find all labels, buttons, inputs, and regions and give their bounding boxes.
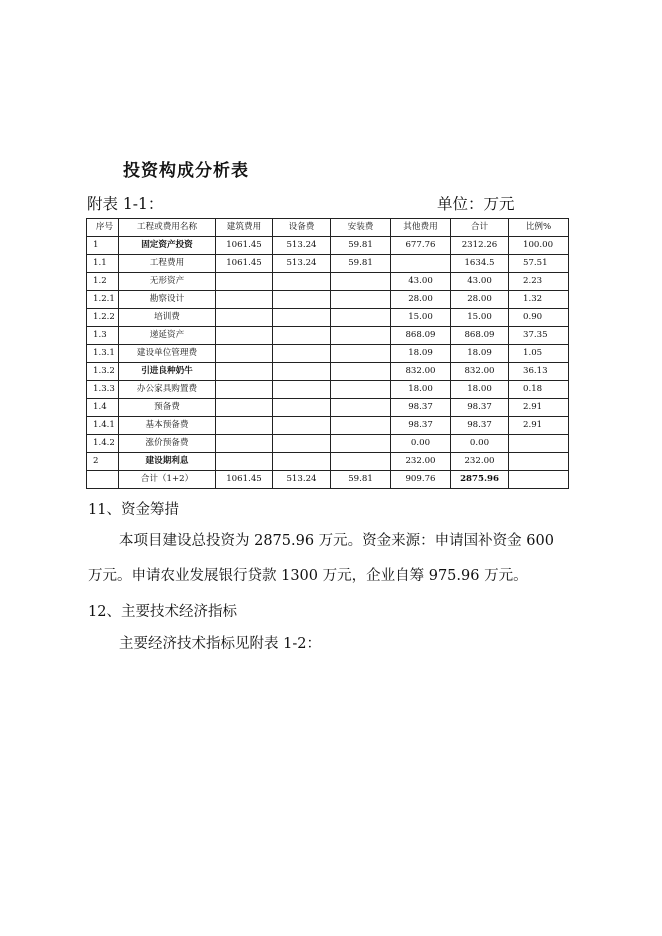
row-value-cell: 59.81 [331, 471, 391, 489]
row-value-cell: 1061.45 [216, 237, 273, 255]
row-name-cell: 培训费 [119, 309, 216, 327]
unit-label: 单位：万元 [437, 195, 515, 213]
row-value-cell [216, 327, 273, 345]
row-value-cell: 513.24 [273, 237, 331, 255]
row-value-cell: 2.91 [509, 417, 569, 435]
row-value-cell: 18.00 [391, 381, 451, 399]
row-value-cell [273, 291, 331, 309]
table-row [87, 435, 569, 453]
row-value-cell: 2.91 [509, 399, 569, 417]
row-value-cell: 1.05 [509, 345, 569, 363]
row-value-cell: 2312.26 [451, 237, 509, 255]
row-value-cell [216, 381, 273, 399]
row-value-cell [216, 435, 273, 453]
row-value-cell [331, 417, 391, 435]
table-row [87, 255, 569, 273]
row-name-cell: 引进良种奶牛 [119, 363, 216, 381]
row-value-cell: 0.90 [509, 309, 569, 327]
row-seq-cell: 1.3.3 [87, 381, 119, 399]
row-value-cell [331, 273, 391, 291]
row-value-cell: 57.51 [509, 255, 569, 273]
row-value-cell: 18.00 [451, 381, 509, 399]
row-name-cell: 办公家具购置费 [119, 381, 216, 399]
row-seq-cell: 1.4 [87, 399, 119, 417]
row-value-cell: 1634.5 [451, 255, 509, 273]
row-value-cell: 0.00 [391, 435, 451, 453]
row-value-cell: 1061.45 [216, 255, 273, 273]
row-value-cell: 0.18 [509, 381, 569, 399]
row-value-cell: 43.00 [451, 273, 509, 291]
table-row [87, 363, 569, 381]
row-seq-cell [87, 471, 119, 489]
row-value-cell [216, 291, 273, 309]
row-value-cell [216, 309, 273, 327]
row-value-cell: 513.24 [273, 255, 331, 273]
table-row [87, 309, 569, 327]
header-cell: 比例% [509, 219, 569, 237]
header-cell: 工程或费用名称 [119, 219, 216, 237]
row-seq-cell: 1.3.2 [87, 363, 119, 381]
row-name-cell: 勘察设计 [119, 291, 216, 309]
row-name-cell: 建设单位管理费 [119, 345, 216, 363]
row-seq-cell: 1.4.2 [87, 435, 119, 453]
section-12-paragraph: 主要经济技术指标见附表 1-2： [119, 636, 321, 652]
row-seq-cell: 1.1 [87, 255, 119, 273]
row-value-cell: 513.24 [273, 471, 331, 489]
row-value-cell: 28.00 [391, 291, 451, 309]
row-value-cell [273, 399, 331, 417]
row-seq-cell: 1.2 [87, 273, 119, 291]
row-seq-cell: 1 [87, 237, 119, 255]
table-row [87, 453, 569, 471]
page-title: 投资构成分析表 [123, 161, 249, 181]
row-value-cell: 832.00 [451, 363, 509, 381]
row-value-cell: 15.00 [391, 309, 451, 327]
row-value-cell: 37.35 [509, 327, 569, 345]
row-value-cell: 98.37 [451, 399, 509, 417]
row-value-cell: 98.37 [391, 399, 451, 417]
table-row [87, 237, 569, 255]
row-value-cell [331, 345, 391, 363]
row-name-cell: 无形资产 [119, 273, 216, 291]
section-12-heading: 12、主要技术经济指标 [88, 604, 237, 620]
row-seq-cell: 1.4.1 [87, 417, 119, 435]
row-value-cell: 100.00 [509, 237, 569, 255]
row-value-cell: 98.37 [451, 417, 509, 435]
row-value-cell [216, 399, 273, 417]
section-11-heading: 11、资金筹措 [88, 502, 179, 518]
table-row [87, 327, 569, 345]
row-value-cell [273, 417, 331, 435]
header-cell: 安装费 [331, 219, 391, 237]
row-value-cell: 36.13 [509, 363, 569, 381]
row-value-cell [273, 327, 331, 345]
row-value-cell [216, 273, 273, 291]
row-value-cell: 59.81 [331, 255, 391, 273]
row-value-cell: 18.09 [391, 345, 451, 363]
row-name-cell: 基本预备费 [119, 417, 216, 435]
table-row [87, 345, 569, 363]
row-value-cell [331, 381, 391, 399]
row-value-cell: 868.09 [451, 327, 509, 345]
row-seq-cell: 1.2.1 [87, 291, 119, 309]
row-seq-cell: 1.2.2 [87, 309, 119, 327]
row-name-cell: 预备费 [119, 399, 216, 417]
row-value-cell [273, 345, 331, 363]
row-name-cell: 合计（1+2） [119, 471, 216, 489]
row-value-cell [331, 399, 391, 417]
row-value-cell: 868.09 [391, 327, 451, 345]
header-cell: 建筑费用 [216, 219, 273, 237]
appendix-label: 附表 1-1： [87, 195, 164, 213]
row-seq-cell: 2 [87, 453, 119, 471]
table-row [87, 381, 569, 399]
row-name-cell: 工程费用 [119, 255, 216, 273]
row-value-cell [509, 435, 569, 453]
row-seq-cell: 1.3 [87, 327, 119, 345]
row-value-cell: 232.00 [451, 453, 509, 471]
row-value-cell: 832.00 [391, 363, 451, 381]
row-value-cell: 43.00 [391, 273, 451, 291]
row-value-cell [216, 363, 273, 381]
row-value-cell: 1061.45 [216, 471, 273, 489]
header-cell: 合计 [451, 219, 509, 237]
row-value-cell [391, 255, 451, 273]
row-value-cell [273, 309, 331, 327]
row-value-cell [331, 327, 391, 345]
section-11-paragraph-line1: 本项目建设总投资为 2875.96 万元。资金来源：申请国补资金 600 [119, 533, 554, 549]
row-value-cell [273, 453, 331, 471]
row-value-cell: 59.81 [331, 237, 391, 255]
table-row [87, 471, 569, 489]
row-value-cell [216, 345, 273, 363]
table-row [87, 417, 569, 435]
table-row [87, 273, 569, 291]
row-name-cell: 建设期利息 [119, 453, 216, 471]
row-value-cell: 2.23 [509, 273, 569, 291]
row-value-cell [331, 363, 391, 381]
row-value-cell [509, 471, 569, 489]
row-value-cell [273, 363, 331, 381]
row-value-cell: 15.00 [451, 309, 509, 327]
row-value-cell: 28.00 [451, 291, 509, 309]
row-name-cell: 固定资产投资 [119, 237, 216, 255]
row-seq-cell: 1.3.1 [87, 345, 119, 363]
row-value-cell [273, 273, 331, 291]
row-name-cell: 涨价预备费 [119, 435, 216, 453]
table-row [87, 291, 569, 309]
row-value-cell [331, 291, 391, 309]
row-value-cell [216, 453, 273, 471]
table-row [87, 399, 569, 417]
row-value-cell [273, 435, 331, 453]
investment-table [86, 218, 569, 489]
row-value-cell: 1.32 [509, 291, 569, 309]
table-header-row [87, 219, 569, 237]
row-value-cell [273, 381, 331, 399]
row-value-cell [331, 435, 391, 453]
row-value-cell: 909.76 [391, 471, 451, 489]
row-value-cell: 2875.96 [451, 471, 509, 489]
row-value-cell [331, 309, 391, 327]
section-11-paragraph-line2: 万元。申请农业发展银行贷款 1300 万元，企业自筹 975.96 万元。 [88, 568, 528, 584]
row-value-cell: 677.76 [391, 237, 451, 255]
header-cell: 其他费用 [391, 219, 451, 237]
row-value-cell: 0.00 [451, 435, 509, 453]
row-value-cell: 18.09 [451, 345, 509, 363]
row-value-cell [331, 453, 391, 471]
row-value-cell: 98.37 [391, 417, 451, 435]
header-cell: 设备费 [273, 219, 331, 237]
row-value-cell [509, 453, 569, 471]
row-name-cell: 递延资产 [119, 327, 216, 345]
row-value-cell [216, 417, 273, 435]
header-cell: 序号 [87, 219, 119, 237]
row-value-cell: 232.00 [391, 453, 451, 471]
